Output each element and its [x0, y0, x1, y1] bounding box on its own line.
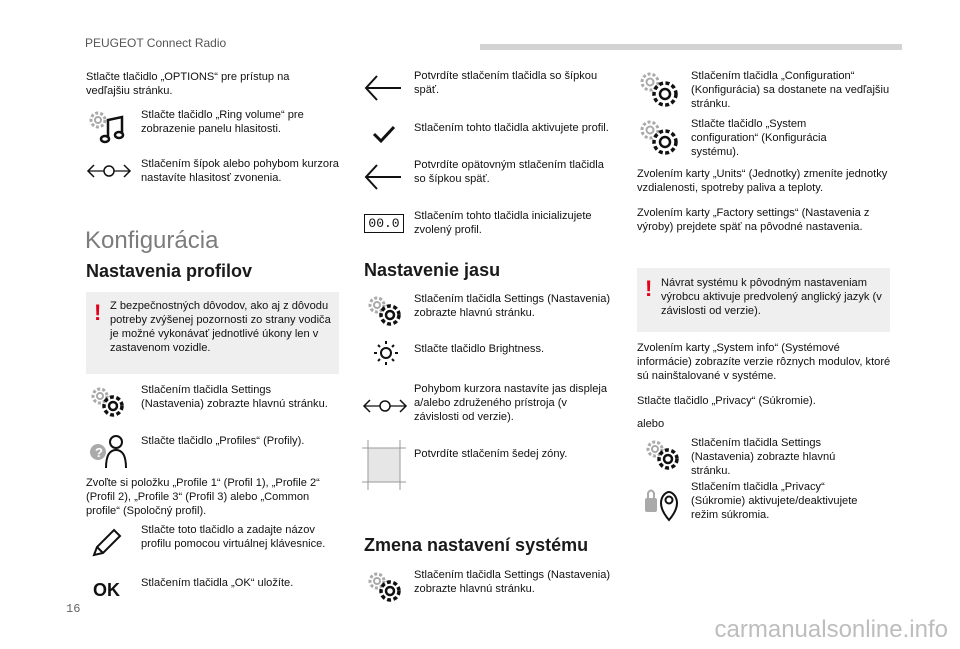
units-text: Zvolením karty „Units“ (Jednotky) zmeníte jednotky vzdialenosti, spotreby paliva a teploty.: [637, 168, 888, 194]
arrows-slider-icon: [86, 160, 132, 182]
svg-text:?: ?: [95, 445, 103, 460]
reset-text: Stlačením tohto tlačidla inicializujete zvolený profil.: [414, 210, 592, 236]
watermark: carmanualsonline.info: [714, 616, 948, 643]
warning-box-2: [637, 268, 890, 332]
checkmark-icon: [371, 124, 397, 144]
choose-profile-text: Zvoľte si položku „Profile 1“ (Profil 1), „Profile 2“ (Profil 2), „Profile 3“ (Profil 3) alebo „Common profile“ (Spoločný profil).: [86, 477, 320, 517]
reset-icon: 00.0: [364, 214, 404, 233]
settings-gear-icon-2: [365, 294, 405, 328]
rename-text: Stlačte toto tlačidlo a zadajte názov profilu pomocou virtuálnej klávesnice.: [141, 524, 326, 550]
subsection-title-profiles: Nastavenia profilov: [86, 261, 253, 281]
options-intro: Stlačte tlačidlo „OPTIONS“ pre prístup na vedľajšiu stránku.: [86, 71, 290, 97]
back1-text: Potvrdíte stlačením tlačidla so šípkou späť.: [414, 70, 598, 96]
privacy-lock-icon: [643, 484, 683, 524]
pencil-icon: [88, 527, 124, 559]
subsection-title-brightness: Nastavenie jasu: [364, 260, 501, 280]
subsection-title-system: Zmena nastavení systému: [364, 535, 589, 555]
warning-box: [86, 292, 339, 374]
system-config-text: Stlačte tlačidlo „System configuration“ (Konfigurácia systému).: [691, 118, 827, 158]
brightness-settings-text: Stlačením tlačidla Settings (Nastavenia) zobrazte hlavnú stránku.: [414, 293, 611, 319]
settings-gear-icon-3: [365, 570, 405, 604]
settings-gear-icon: [88, 385, 128, 419]
ring-adjust-text: Stlačením šípok alebo pohybom kurzora nastavíte hlasitosť zvonenia.: [141, 158, 339, 184]
warning-text: Z bezpečnostných dôvodov, ako aj z dôvodu potreby zvýšenej pozornosti zo strany vodiča je možné vykonávať jednotlivé úkony len v zastavenom vozidle.: [110, 300, 331, 354]
warning-exclamation-icon-2: !: [645, 276, 653, 301]
section-title: Konfigurácia: [85, 227, 219, 254]
header-bar: [480, 44, 902, 50]
configuration-gear-icon: [637, 70, 681, 110]
privacy-text: Stlačte tlačidlo „Privacy“ (Súkromie).: [637, 395, 816, 407]
ok-text: Stlačením tlačidla „OK“ uložíte.: [141, 577, 294, 589]
system-config-gear-icon: [637, 118, 681, 158]
factory-text: Zvolením karty „Factory settings“ (Nastavenia z výroby) prejdete späť na pôvodné nastavenia.: [637, 207, 870, 233]
warning-text-2: Návrat systému k pôvodným nastaveniam výrobcu aktivuje predvolený anglický jazyk (v závislosti od verzie).: [661, 277, 882, 317]
ok-icon: OK: [93, 580, 120, 600]
system-info-text: Zvolením karty „System info“ (Systémové informácie) zobrazíte verzie rôznych modulov, ktoré sú nainštalované v systéme.: [637, 342, 891, 382]
grey-zone-icon: [362, 440, 406, 490]
privacy-settings-text: Stlačením tlačidla Settings (Nastavenia) zobrazte hlavnú stránku.: [691, 437, 836, 477]
arrows-slider-icon-2: [362, 395, 408, 417]
settings-text: Stlačením tlačidla Settings (Nastavenia) zobrazte hlavnú stránku.: [141, 384, 328, 410]
ring-volume-icon: [86, 108, 130, 148]
back-arrow-icon-2: [363, 162, 403, 192]
warning-exclamation-icon: !: [94, 300, 102, 325]
grey-zone-text: Potvrdíte stlačením šedej zóny.: [414, 448, 568, 460]
check-text: Stlačením tohto tlačidla aktivujete profil.: [414, 122, 609, 134]
back-arrow-icon: [363, 73, 403, 103]
running-header: PEUGEOT Connect Radio: [85, 36, 227, 50]
system-settings-text: Stlačením tlačidla Settings (Nastavenia) zobrazte hlavnú stránku.: [414, 569, 611, 595]
page-number: 16: [66, 602, 81, 616]
brightness-text: Stlačte tlačidlo Brightness.: [414, 343, 545, 355]
ring-volume-text: Stlačte tlačidlo „Ring volume“ pre zobrazenie panelu hlasitosti.: [141, 109, 304, 135]
profiles-icon: [86, 432, 130, 470]
settings-gear-icon-4: [643, 438, 683, 472]
back2-text: Potvrdíte opätovným stlačením tlačidla so šípkou späť.: [414, 159, 604, 185]
configuration-text: Stlačením tlačidla „Configuration“ (Konfigurácia) sa dostanete na vedľajšiu stránku.: [691, 70, 890, 110]
brightness-icon: [368, 340, 404, 366]
profiles-text: Stlačte tlačidlo „Profiles“ (Profily).: [141, 435, 305, 447]
or-text: alebo: [637, 418, 665, 430]
privacy2-text: Stlačením tlačidla „Privacy“ (Súkromie) aktivujete/deaktivujete režim súkromia.: [691, 481, 858, 521]
brightness-adjust-text: Pohybom kurzora nastavíte jas displeja a/alebo združeného prístroja (v závislosti od verzie).: [414, 383, 608, 423]
